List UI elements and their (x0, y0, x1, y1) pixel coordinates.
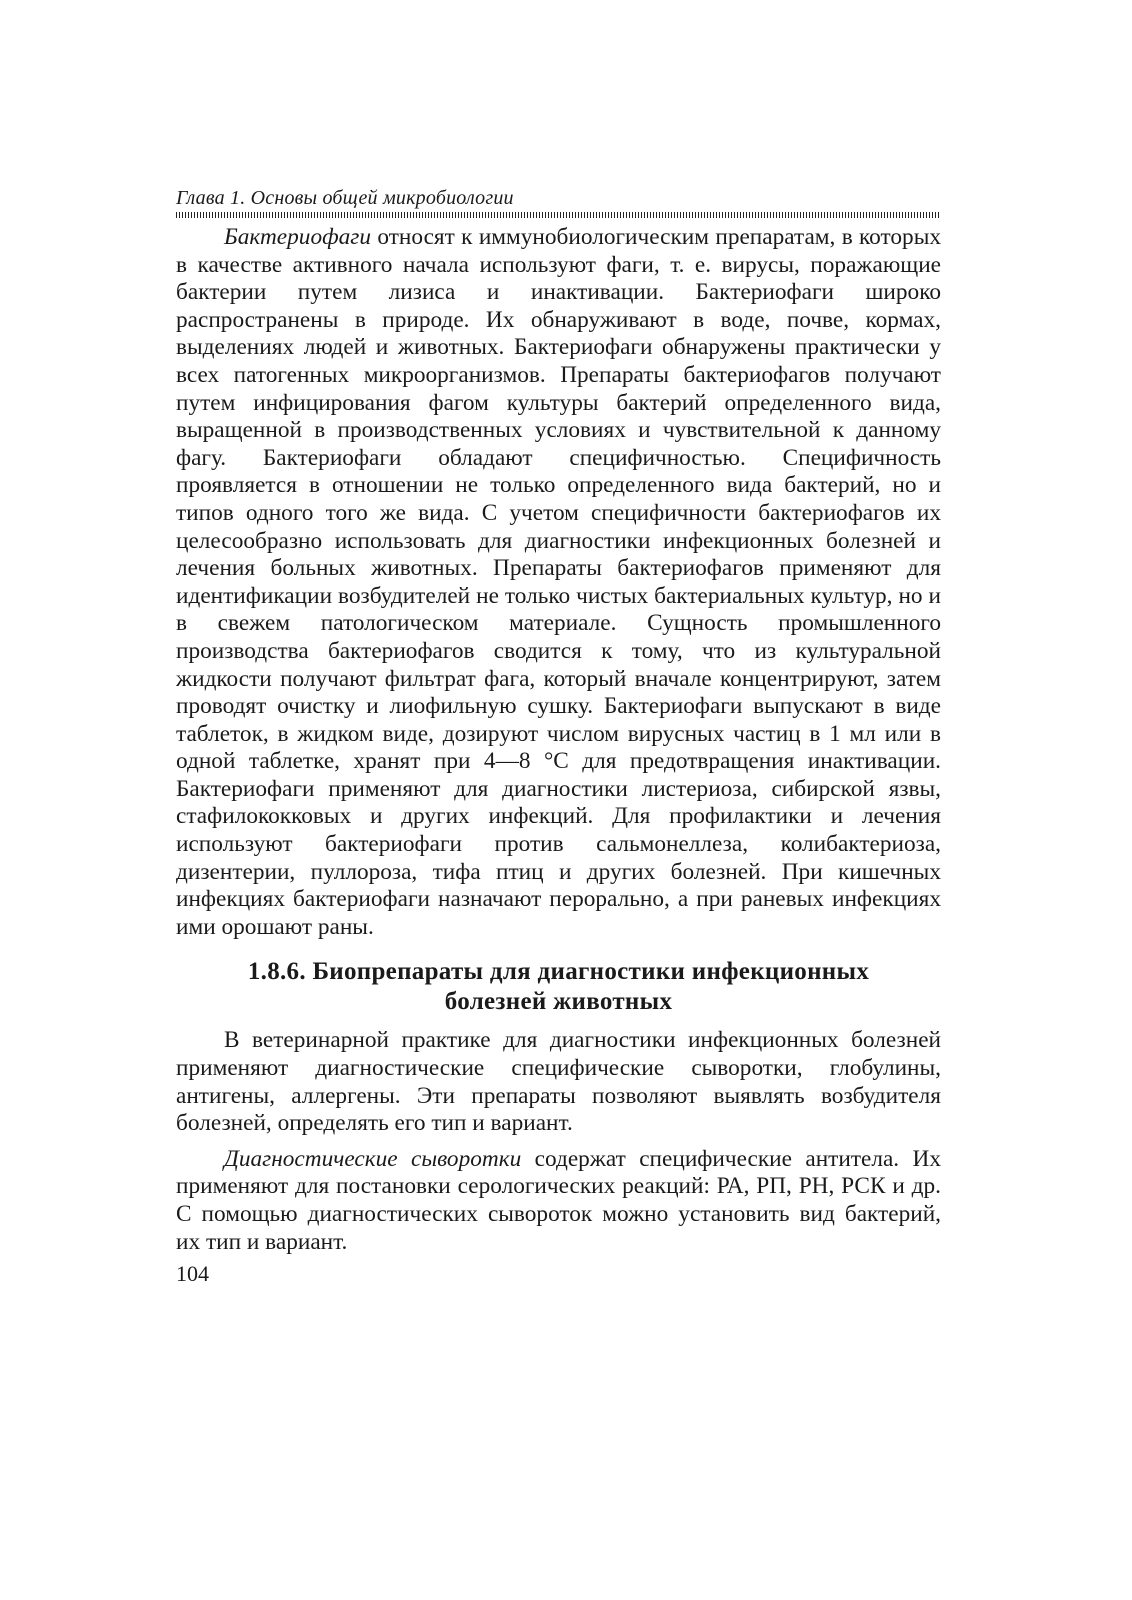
running-head: Глава 1. Основы общей микробиологии (176, 187, 514, 209)
term-bacteriophages: Бактериофаги (224, 224, 372, 250)
paragraph-diagnostic-sera (176, 1146, 941, 1256)
section-heading-line1: 1.8.6. Биопрепараты для диагностики инфекционных (247, 958, 870, 986)
paragraph-bacteriophages (176, 224, 941, 941)
term-diagnostic-sera: Диагностические сыворотки (224, 1145, 522, 1172)
section-heading (176, 957, 941, 1017)
page-number: 104 (176, 1261, 209, 1287)
running-head-rule (176, 212, 941, 218)
paragraph-veterinary-practice-text: В ветеринарной практике для диагностики инфекционных болезней применяют диагностические специфические сыворотки, глобулины, антигены, аллергены. Эти препараты позволяют выявлять возбудителя болезней, определять его тип и вариант. (176, 1027, 941, 1137)
book-page (176, 186, 941, 1288)
paragraph-bacteriophages-text: относят к иммунобиологическим препаратам, в которых в качестве активного начала используют фаги, т. е. вирусы, поражающие бактерии путем лизиса и инактивации. Бактериофаги широко распространены в природе. Их обнаруживают в воде, почве, кормах, выделениях людей и животных. Бактериофаги обнаружены практически у всех патогенных микроорганизмов. Препараты бактериофагов получают путем инфицирования фагом культуры бактерий определенного вида, выращенной в производственных условиях и чувствительной к данному фагу. Бактериофаги обладают специфичностью. Специфичность проявляется в отношении не только определенного вида бактерий, но и типов одного того же вида. С учетом специфичности бактериофагов их целесообразно использовать для диагностики инфекционных болезней и лечения больных животных. Препараты бактериофагов применяют для идентификации возбудителей не только чистых бактериальных культур, но и в свежем патологическом материале. Сущность промышленного производства бактериофагов сводится к тому, что из культуральной жидкости получают фильтрат фага, который вначале концентрируют, затем проводят очистку и лиофильную сушку. Бактериофаги выпускают в виде таблеток, в жидком виде, дозируют числом вирусных частиц в 1 мл или в одной таблетке, хранят при 4—8 °С для предотвращения инактивации. Бактериофаги применяют для диагностики листериоза, сибирской язвы, стафилококковых и других инфекций. Для профилактики и лечения используют бактериофаги против сальмонеллеза, колибактериоза, дизентерии, пуллороза, тифа птиц и других болезней. При кишечных инфекциях бактериофаги назначают перорально, а при раневых инфекциях ими орошают раны. (176, 224, 941, 940)
paragraph-diagnostic-sera-text: содержат специфические антитела. Их применяют для постановки серологических реакций: РА, РП, РН, РСК и др. С помощью диагностических сывороток можно установить вид бактерий, их тип и вариант. (176, 1145, 941, 1255)
paragraph-veterinary-practice (176, 1027, 941, 1137)
section-heading-line2: болезней животных (444, 988, 673, 1016)
